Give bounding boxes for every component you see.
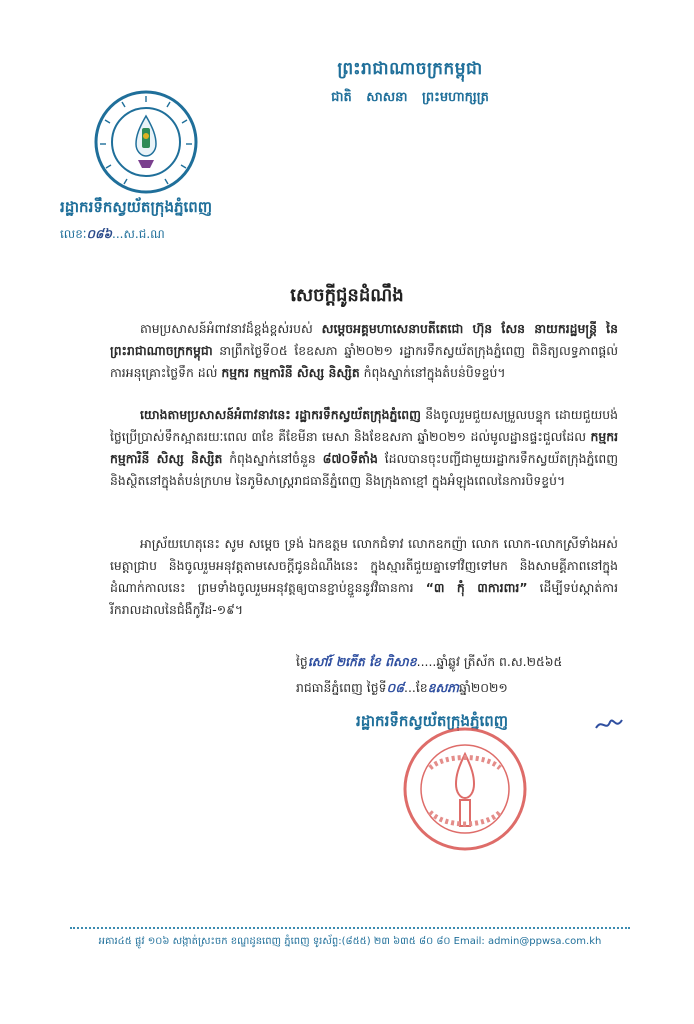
ref-label: លេខៈ	[60, 227, 87, 241]
solar-date-suffix: ឆ្នាំ២០២១	[459, 680, 508, 695]
paragraph-1	[110, 318, 618, 384]
solar-date-prefix: រាជធានីភ្នំពេញ ថ្ងៃទី	[296, 680, 387, 695]
kingdom-title: ព្រះរាជាណាចក្រកម្ពុជា	[337, 59, 483, 79]
solar-date-mid: ...ខែ	[404, 680, 428, 695]
national-motto: ជាតិ សាសនា ព្រះមហាក្សត្រ	[331, 90, 489, 105]
document-title: សេចក្តីជូនដំណឹង	[290, 285, 404, 306]
organization-name: រដ្ឋាករទឹកស្វយ័តក្រុងភ្នំពេញ	[60, 198, 213, 216]
p2-text-d: កំពុងស្នាក់នៅចំនួន	[222, 451, 323, 466]
p2-text-bold-locations: ៨៧០ទីតាំង	[322, 451, 378, 466]
lunar-date-line	[296, 654, 636, 673]
p1-text-a: តាមប្រសាសន៍អំពាវនាវដ៏ខ្ពង់ខ្ពស់របស់	[140, 321, 322, 336]
reference-number	[60, 226, 165, 244]
solar-date-line	[296, 680, 636, 699]
lunar-date-prefix: ថ្ងៃ	[296, 654, 308, 669]
footer-address: អគារ៤៥ ផ្លូវ ១០៦ សង្កាត់ស្រះចក ខណ្ឌដូនពេញ ភ្នំពេញ ទូរស័ព្ទ:(៨៥៥) ២៣ ៦៣៥ ៨០ ៨០ Email: admin@ppwsa.com.kh	[98, 936, 602, 947]
paragraph-2	[110, 404, 618, 492]
p2-text-f: ដែលបានចុះបញ្ជីជាមួយរដ្ឋាករទឹកស្វយ័តក្រុងភ្នំពេញ និងស្ថិតនៅក្នុងតំបន់ក្រហម នៃភូមិសាស្ត្ររាជធានីភ្នំពេញ និងក្រុងតាខ្មៅ ក្នុងអំឡុងពេលនៃការបិទខ្ទប់។	[110, 451, 619, 488]
signature-icon	[594, 712, 624, 734]
p3-text-bold-measures: “៣ កុំ ៣ការពារ”	[425, 580, 528, 595]
p1-text-e: កំពុងស្នាក់នៅក្នុងតំបន់បិទខ្ទប់។	[359, 365, 506, 380]
p2-text-bold-beneficiaries: កម្មករ កម្មការិនី សិស្ស និស្សិត	[110, 429, 618, 466]
tap-with-water-drop-icon	[136, 116, 156, 168]
solar-month-handwritten: ឧសភា	[427, 680, 460, 695]
p1-text-bold-beneficiaries: កម្មករ កម្មការិនី សិស្ស និស្សិត	[221, 365, 360, 380]
p1-text-bold-pm: សម្តេចអគ្គមហាសេនាបតីតេជោ ហ៊ុន សែន នាយករដ្ឋមន្ត្រី នៃព្រះរាជាណាចក្រកម្ពុជា	[110, 321, 618, 358]
p2-text-b: នឹងចូលរួមជួយសម្រួលបន្ទុក ដោយជួយបង់ថ្លៃប្រើប្រាស់ទឹកស្អាតរយៈពេល ៣ខែ គឺខែមីនា មេសា និងខែឧសភា ឆ្នាំ២០២១ ដល់មូលដ្ឋានផ្ទះជួលដែល	[110, 407, 618, 444]
lunar-date-suffix: .....ឆ្នាំឆ្លូវ ត្រីស័ក ព.ស.២៥៦៥	[416, 654, 563, 669]
p2-text-bold-lead: យោងតាមប្រសាសន៍អំពាវនាវនេះ រដ្ឋាករទឹកស្វយ័តក្រុងភ្នំពេញ	[140, 407, 421, 422]
footer-divider	[70, 927, 630, 929]
solar-day-handwritten: ០៨	[386, 680, 405, 695]
paragraph-3	[110, 533, 618, 621]
official-stamp-icon	[390, 724, 540, 854]
signatory-organization: រដ្ឋាករទឹកស្វយ័តក្រុងភ្នំពេញ	[356, 712, 509, 730]
p1-text-c: នាព្រឹកថ្ងៃទី០៥ ខែឧសភា ឆ្នាំ២០២១ រដ្ឋាករទឹកស្វយ័តក្រុងភ្នំពេញ ពិនិត្យលទ្ធភាពផ្តល់ការអនុគ្រោះថ្លៃទឹក ដល់	[110, 343, 618, 380]
ref-number-handwritten: ០៨៦	[86, 227, 113, 241]
ppwsa-logo	[92, 88, 200, 196]
p3-text-c: ដើម្បីទប់ស្កាត់ការរីករាលដាលនៃជំងឺកូវីដ-១៩។	[110, 580, 618, 617]
letterhead-right	[270, 58, 550, 108]
ref-suffix: ...ស.ជ.ណ	[112, 227, 165, 241]
p3-text-a: អាស្រ័យហេតុនេះ សូម សម្តេច ទ្រង់ ឯកឧត្តម លោកជំទាវ លោកឧកញ៉ា លោក លោក-លោកស្រីទាំងអស់ មេត្តាជ្រាប និងចូលរួមអនុវត្តតាមសេចក្តីជូនដំណឹងនេះ ក្នុងស្មារតីជួយគ្នាទៅវិញទៅមក និងសាមគ្គីភាពនៅក្នុងដំណាក់កាលនេះ ព្រមទាំងចូលរួមអនុវត្តឲ្យបានខ្ជាប់ខ្ជួននូវវិធានការ	[110, 536, 618, 595]
lunar-date-handwritten: សៅរ៍ ២កើត ខែ ពិសាខ	[307, 654, 417, 669]
